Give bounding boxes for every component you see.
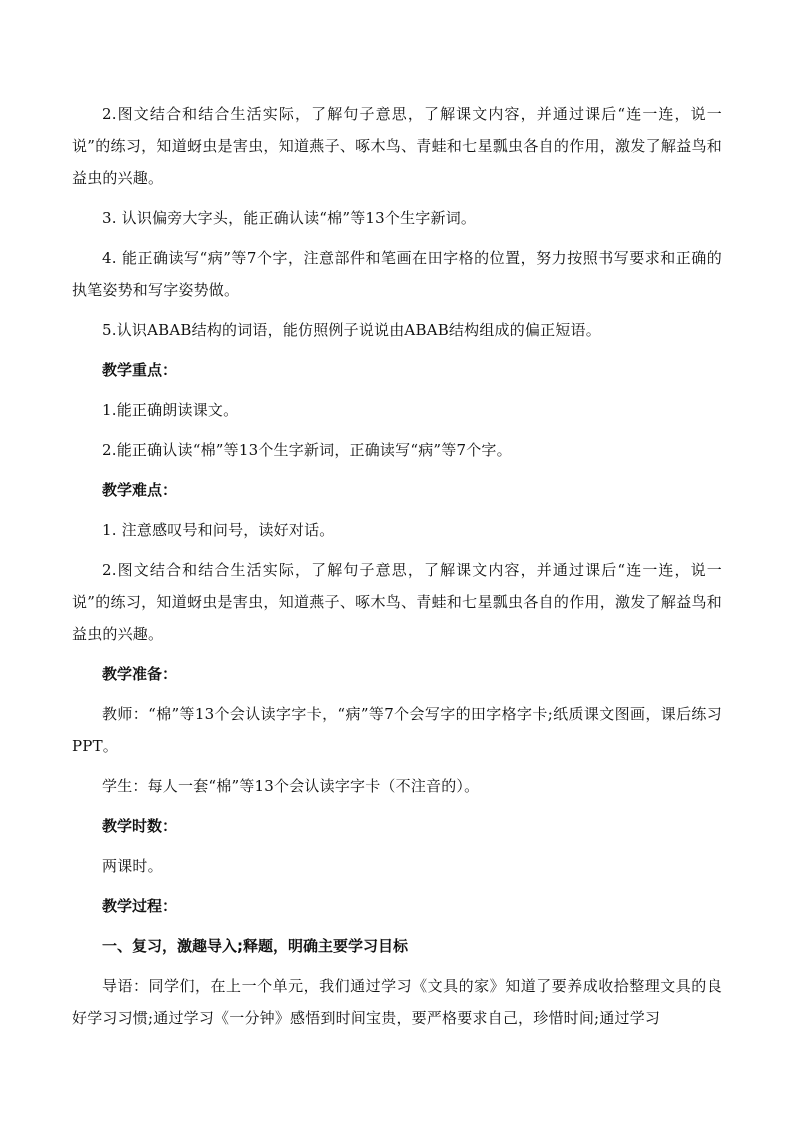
objective-2-paragraph: 2.图文结合和结合生活实际，了解句子意思，了解课文内容，并通过课后“连一连，说一说”的练习，知道蚜虫是害虫，知道燕子、啄木鸟、青蛙和七星瓢虫各自的作用，激发了解益鸟和益虫的兴趣。	[72, 105, 722, 187]
key-point-1-paragraph: 1.能正确朗读课文。	[102, 401, 239, 419]
objective-4-paragraph: 4. 能正确读写“病”等7个字，注意部件和笔画在田字格的位置，努力按照书写要求和正确的执笔姿势和写字姿势做。	[72, 249, 722, 299]
preparation-heading: 教学准备：	[102, 665, 178, 683]
teaching-process-heading: 教学过程：	[102, 897, 178, 915]
section-one-heading: 一、复习，激趣导入;释题，明确主要学习目标	[102, 937, 409, 955]
class-hours-heading: 教学时数：	[102, 817, 178, 835]
teacher-preparation-paragraph: 教师：“棉”等13个会认读字字卡，“病”等7个会写字的田字格字卡;纸质课文图画，课后练习PPT。	[72, 705, 722, 755]
difficulty-1-paragraph: 1. 注意感叹号和问号，读好对话。	[102, 521, 335, 539]
key-points-heading: 教学重点：	[102, 361, 178, 379]
objective-3-paragraph: 3. 认识偏旁大字头，能正确认读“棉”等13个生字新词。	[102, 209, 477, 227]
difficulties-heading: 教学难点：	[102, 481, 178, 499]
key-point-2-paragraph: 2.能正确认读“棉”等13个生字新词，正确读写“病”等7个字。	[102, 441, 512, 459]
difficulty-2-paragraph: 2.图文结合和结合生活实际，了解句子意思，了解课文内容，并通过课后“连一连，说一说”的练习，知道蚜虫是害虫，知道燕子、啄木鸟、青蛙和七星瓢虫各自的作用，激发了解益鸟和益虫的兴趣。	[72, 561, 722, 643]
objective-5-paragraph: 5.认识ABAB结构的词语，能仿照例子说说由ABAB结构组成的偏正短语。	[102, 321, 601, 339]
class-hours-paragraph: 两课时。	[102, 857, 163, 875]
introduction-paragraph: 导语：同学们，在上一个单元，我们通过学习《文具的家》知道了要养成收拾整理文具的良好学习习惯;通过学习《一分钟》感悟到时间宝贵，要严格要求自己，珍惜时间;通过学习	[72, 977, 722, 1027]
student-preparation-paragraph: 学生：每人一套“棉”等13个会认读字字卡（不注音的）。	[102, 777, 480, 795]
